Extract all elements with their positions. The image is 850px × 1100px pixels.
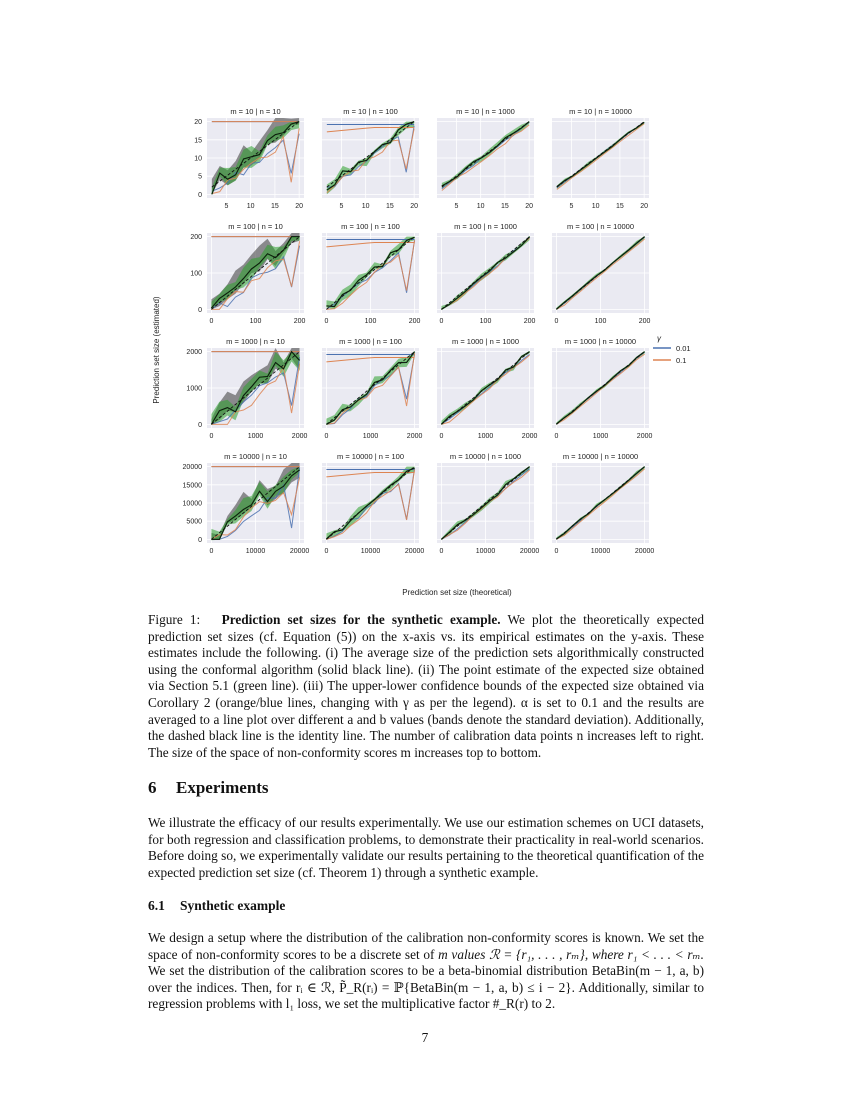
- x-tick-label: 5: [454, 203, 459, 210]
- section-heading: [148, 778, 269, 798]
- figure-caption: [148, 612, 704, 761]
- x-tick-label: 15: [271, 203, 279, 210]
- x-tick-label: 200: [408, 318, 421, 325]
- panel-0-3: [552, 107, 649, 210]
- subsection-title: Synthetic example: [180, 898, 286, 913]
- y-tick-label: 200: [190, 234, 202, 242]
- panel-title: m = 1000 | n = 10000: [564, 337, 637, 346]
- panel-2-0: [186, 337, 307, 440]
- x-tick-label: 10000: [360, 548, 381, 555]
- panel-0-0: [194, 107, 304, 210]
- x-tick-label: 200: [293, 318, 306, 325]
- x-tick-label: 0: [554, 318, 559, 325]
- panel-1-3: [552, 222, 651, 325]
- panel-1-0: [190, 222, 305, 325]
- panel-title: m = 100 | n = 100: [341, 222, 400, 231]
- legend-label: 0.1: [676, 356, 687, 365]
- x-tick-label: 0: [209, 433, 214, 440]
- y-tick-label: 5000: [186, 518, 202, 526]
- panel-3-3: [552, 452, 654, 555]
- x-tick-label: 5: [339, 203, 344, 210]
- x-tick-label: 200: [638, 318, 651, 325]
- panel-title: m = 10000 | n = 1000: [449, 452, 522, 461]
- section-title: Experiments: [176, 778, 269, 797]
- x-tick-label: 1000: [592, 433, 609, 440]
- panel-title: m = 1000 | n = 1000: [452, 337, 519, 346]
- x-tick-label: 100: [249, 318, 262, 325]
- synthetic-text-2: m values ℛ = {r₁, . . . , rₘ}, where r₁ < . . . < rₘ.: [438, 946, 704, 962]
- paragraph-intro: We illustrate the efficacy of our results experimentally. We use our estimation schemes on UCI datasets, for both regression and classification problems, to demonstrate their practicality in real-world scenarios. Before doing so, we experimentally validate our results pertaining to the theoretical quantification of the expected prediction set size (cf. Theorem 1) through a synthetic example.: [148, 815, 704, 880]
- synthetic-text-3: We set the distribution of the calibration scores to be a beta-binomial distribution BetaBin(m − 1, a, b) over the indices. Then, for rᵢ ∈ ℛ, P̃_R(rᵢ) = ℙ{BetaBin(m − 1, a, b) ≤ i − 2}. Additionally, similar to regression problems with l₁ loss, we set the multiplicative factor #_R(r) to 2.: [148, 963, 704, 1012]
- panel-title: m = 100 | n = 1000: [454, 222, 517, 231]
- x-tick-label: 100: [364, 318, 377, 325]
- x-tick-label: 20000: [634, 548, 655, 555]
- panel-1-2: [437, 222, 536, 325]
- caption-body: We plot the theoretically expected prediction set sizes (cf. Equation (5)) on the x-axis vs. its empirical estimates on the y-axis. These estimates include the following. (i) The average size of the prediction sets algorithmically constructed using the conformal algorithm (solid black line). (ii) The point estimate of the expected size obtained via Section 5.1 (green line). (iii) The upper-lower confidence bounds of the expected size obtained via Corollary 2 (orange/blue lines, changing with γ as per the legend). α is set to 0.1 and the results are averaged to a line plot over different a and b values (bands denote the standard deviation). Additionally, the dashed black line is the identity line. The number of calibration data points n increases left to right. The size of the space of non-conformity scores m increases top to bottom.: [148, 612, 704, 760]
- x-tick-label: 10: [246, 203, 255, 210]
- x-tick-label: 15: [616, 203, 624, 210]
- panel-0-2: [437, 107, 534, 210]
- x-tick-label: 0: [439, 318, 444, 325]
- x-tick-label: 100: [479, 318, 492, 325]
- y-tick-label: 100: [190, 270, 202, 278]
- x-tick-label: 0: [209, 548, 214, 555]
- subsection-heading: [148, 898, 285, 914]
- panel-title: m = 10 | n = 10000: [569, 107, 632, 116]
- x-tick-label: 15: [501, 203, 509, 210]
- x-tick-label: 20000: [404, 548, 425, 555]
- panel-0-1: [322, 107, 419, 210]
- panel-title: m = 100 | n = 10000: [567, 222, 634, 231]
- y-axis-label: Prediction set size (estimated): [152, 296, 161, 404]
- section-number: 6: [148, 778, 157, 797]
- y-tick-label: 10000: [182, 500, 202, 508]
- x-tick-label: 20: [295, 203, 304, 210]
- x-tick-label: 20: [640, 203, 649, 210]
- subsection-number: 6.1: [148, 898, 165, 913]
- panel-3-2: [437, 452, 539, 555]
- y-tick-label: 10: [194, 155, 202, 163]
- x-tick-label: 20000: [289, 548, 310, 555]
- panel-title: m = 10 | n = 10: [230, 107, 281, 116]
- caption-label: Figure 1:: [148, 612, 201, 627]
- legend-title: γ: [657, 334, 661, 343]
- x-tick-label: 10000: [590, 548, 611, 555]
- caption-title: Prediction set sizes for the synthetic example.: [221, 612, 501, 627]
- x-tick-label: 10: [591, 203, 600, 210]
- panel-title: m = 1000 | n = 100: [339, 337, 402, 346]
- x-tick-label: 15: [386, 203, 394, 210]
- x-tick-label: 20000: [519, 548, 540, 555]
- x-tick-label: 2000: [636, 433, 653, 440]
- x-tick-label: 5: [224, 203, 229, 210]
- y-tick-label: 2000: [186, 349, 202, 357]
- panel-2-3: [552, 337, 652, 440]
- x-tick-label: 0: [324, 548, 329, 555]
- panel-title: m = 10000 | n = 10: [224, 452, 287, 461]
- x-tick-label: 1000: [477, 433, 494, 440]
- x-tick-label: 10000: [475, 548, 496, 555]
- y-tick-label: 5: [198, 173, 202, 181]
- x-tick-label: 0: [554, 548, 559, 555]
- x-tick-label: 200: [523, 318, 536, 325]
- panel-1-1: [322, 222, 421, 325]
- x-tick-label: 10: [361, 203, 370, 210]
- legend: [653, 334, 691, 365]
- y-tick-label: 15: [194, 137, 202, 145]
- panel-title: m = 10000 | n = 100: [337, 452, 404, 461]
- x-axis-label: Prediction set size (theoretical): [402, 588, 512, 597]
- panel-3-0: [183, 452, 310, 555]
- panel-title: m = 100 | n = 10: [228, 222, 283, 231]
- x-tick-label: 5: [569, 203, 574, 210]
- x-tick-label: 2000: [406, 433, 423, 440]
- x-tick-label: 0: [324, 433, 329, 440]
- x-tick-label: 2000: [291, 433, 308, 440]
- x-tick-label: 100: [594, 318, 607, 325]
- panel-3-1: [322, 452, 424, 555]
- x-tick-label: 2000: [521, 433, 538, 440]
- panel-2-1: [322, 337, 422, 440]
- synthetic-text-1: We design a setup where the distribution of the calibration non-conformity scores is known. We set the space of non-conformity scores to be a discrete set of: [148, 930, 704, 962]
- x-tick-label: 10: [476, 203, 485, 210]
- x-tick-label: 10000: [245, 548, 266, 555]
- x-tick-label: 0: [324, 318, 329, 325]
- panel-title: m = 10000 | n = 10000: [562, 452, 639, 461]
- x-tick-label: 0: [554, 433, 559, 440]
- page-number: 7: [421, 1030, 429, 1045]
- figure-grid: [145, 95, 705, 605]
- y-tick-label: 0: [198, 421, 202, 429]
- paragraph-synthetic: [148, 930, 704, 1013]
- y-tick-label: 0: [198, 536, 202, 544]
- panel-title: m = 10 | n = 1000: [456, 107, 515, 116]
- panel-title: m = 10 | n = 100: [343, 107, 398, 116]
- y-tick-label: 15000: [182, 482, 202, 490]
- x-tick-label: 0: [439, 548, 444, 555]
- x-tick-label: 1000: [362, 433, 379, 440]
- y-tick-label: 1000: [186, 385, 202, 393]
- x-tick-label: 20: [525, 203, 534, 210]
- x-tick-label: 0: [209, 318, 214, 325]
- y-tick-label: 0: [198, 191, 202, 199]
- legend-label: 0.01: [676, 344, 691, 353]
- y-tick-label: 0: [198, 306, 202, 314]
- panel-title: m = 1000 | n = 10: [226, 337, 285, 346]
- x-tick-label: 20: [410, 203, 419, 210]
- y-tick-label: 20000: [182, 464, 202, 472]
- y-tick-label: 20: [194, 119, 202, 127]
- x-tick-label: 1000: [247, 433, 264, 440]
- x-tick-label: 0: [439, 433, 444, 440]
- panel-2-2: [437, 337, 537, 440]
